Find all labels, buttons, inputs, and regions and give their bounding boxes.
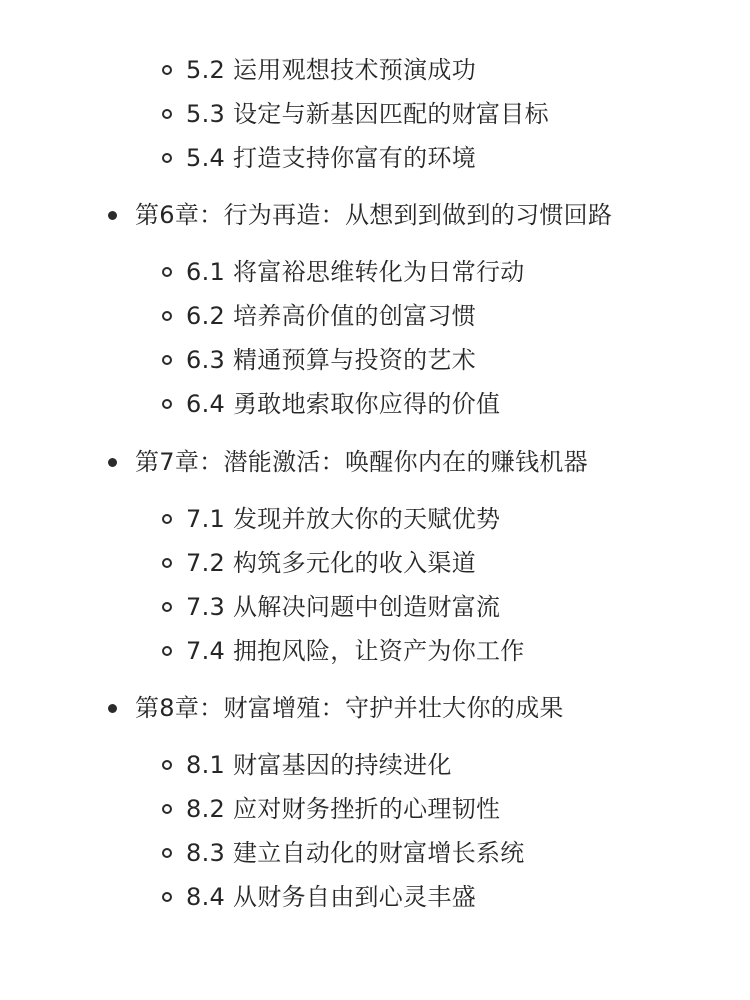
list-item: [162, 587, 500, 627]
hollow-bullet-icon: [162, 804, 172, 814]
hollow-bullet-icon: [162, 311, 172, 321]
filled-bullet-icon: [108, 704, 117, 713]
list-item: [162, 296, 476, 336]
list-item: [162, 50, 476, 90]
hollow-bullet-icon: [162, 65, 172, 75]
chapter-item: [108, 195, 612, 235]
section-title: 6.3 精通预算与投资的艺术: [186, 346, 476, 374]
list-item: [162, 833, 525, 873]
section-title: 7.2 构筑多元化的收入渠道: [186, 549, 476, 577]
chapter-title: 第8章：财富增殖：守护并壮大你的成果: [135, 694, 564, 722]
section-title: 8.1 财富基因的持续进化: [186, 751, 452, 779]
chapter-item: [108, 688, 564, 728]
filled-bullet-icon: [108, 458, 117, 467]
chapter-title: 第7章：潜能激活：唤醒你内在的赚钱机器: [135, 448, 588, 476]
section-title: 7.1 发现并放大你的天赋优势: [186, 505, 501, 533]
list-item: [162, 252, 525, 292]
list-item: [162, 340, 476, 380]
hollow-bullet-icon: [162, 646, 172, 656]
filled-bullet-icon: [108, 211, 117, 220]
chapter-title: 第6章：行为再造：从想到到做到的习惯回路: [135, 201, 613, 229]
list-item: [162, 631, 525, 671]
section-title: 8.4 从财务自由到心灵丰盛: [186, 883, 476, 911]
hollow-bullet-icon: [162, 602, 172, 612]
hollow-bullet-icon: [162, 892, 172, 902]
section-title: 6.2 培养高价值的创富习惯: [186, 302, 476, 330]
section-title: 7.4 拥抱风险，让资产为你工作: [186, 637, 525, 665]
hollow-bullet-icon: [162, 109, 172, 119]
list-item: [162, 384, 500, 424]
list-item: [162, 94, 549, 134]
hollow-bullet-icon: [162, 558, 172, 568]
section-title: 5.3 设定与新基因匹配的财富目标: [186, 100, 549, 128]
list-item: [162, 789, 500, 829]
chapter-item: [108, 442, 588, 482]
section-title: 6.4 勇敢地索取你应得的价值: [186, 390, 501, 418]
section-title: 8.3 建立自动化的财富增长系统: [186, 839, 525, 867]
section-title: 8.2 应对财务挫折的心理韧性: [186, 795, 501, 823]
hollow-bullet-icon: [162, 760, 172, 770]
list-item: [162, 138, 476, 178]
hollow-bullet-icon: [162, 399, 172, 409]
hollow-bullet-icon: [162, 848, 172, 858]
hollow-bullet-icon: [162, 153, 172, 163]
hollow-bullet-icon: [162, 514, 172, 524]
list-item: [162, 877, 476, 917]
section-title: 6.1 将富裕思维转化为日常行动: [186, 258, 525, 286]
section-title: 7.3 从解决问题中创造财富流: [186, 593, 501, 621]
list-item: [162, 499, 500, 539]
hollow-bullet-icon: [162, 267, 172, 277]
hollow-bullet-icon: [162, 355, 172, 365]
section-title: 5.2 运用观想技术预演成功: [186, 56, 476, 84]
section-title: 5.4 打造支持你富有的环境: [186, 144, 476, 172]
list-item: [162, 543, 476, 583]
list-item: [162, 745, 452, 785]
